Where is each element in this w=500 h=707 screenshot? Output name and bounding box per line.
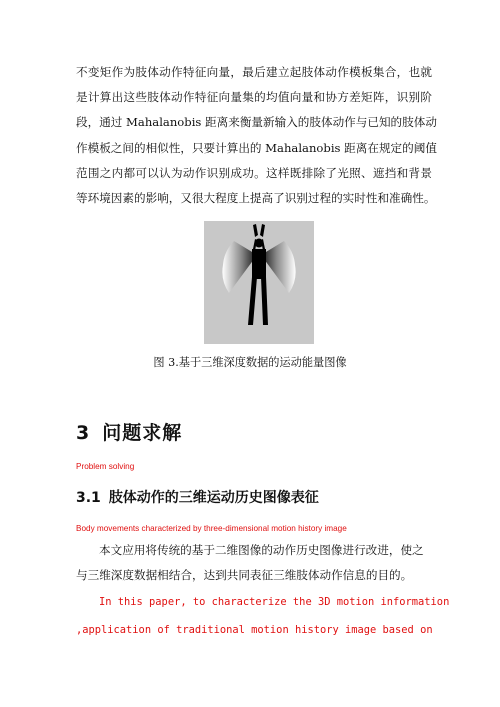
text-line: 是计算出这些肢体动作特征向量集的均值向量和协方差矩阵，识别阶 — [76, 90, 432, 105]
section-title: 问题求解 — [102, 422, 183, 444]
section-number: 3 — [76, 422, 91, 444]
figure-caption: 图 3.基于三维深度数据的运动能量图像 — [153, 356, 347, 369]
text-line: ,application of traditional motion history image based on — [76, 624, 433, 636]
motion-energy-image — [204, 221, 314, 344]
text-line: In this paper, to characterize the 3D motion information — [99, 596, 450, 608]
section-heading-3-1-english: Body movements characterized by three-dimensional motion history image — [76, 524, 347, 533]
text-line: 段，通过 Mahalanobis 距离来衡量新输入的肢体动作与已知的肢体动 — [76, 115, 437, 130]
section-heading-3-1 — [76, 487, 319, 507]
english-translation — [76, 588, 450, 644]
body-paragraph-2 — [76, 538, 432, 588]
subsection-number: 3.1 — [76, 490, 101, 506]
text-line: 范围之内都可以认为动作识别成功。这样既排除了光照、遮挡和背景 — [76, 165, 432, 180]
motion-energy-figure — [204, 221, 314, 344]
subsection-title: 肢体动作的三维运动历史图像表征 — [108, 490, 319, 506]
body-paragraph-1 — [76, 60, 437, 211]
text-line: 等环境因素的影响，又很大程度上提高了识别过程的实时性和准确性。 — [76, 191, 436, 206]
text-line: 本文应用将传统的基于二维图像的动作历史图像进行改进，使之 — [99, 543, 424, 557]
section-heading-3 — [76, 418, 182, 445]
text-line: 作模板之间的相似性，只要计算出的 Mahalanobis 距离在规定的阈值 — [76, 140, 437, 155]
text-line: 不变矩作为肢体动作特征向量，最后建立起肢体动作模板集合，也就 — [76, 65, 432, 79]
section-heading-3-english: Problem solving — [76, 462, 135, 471]
text-line: 与三维深度数据相结合，达到共同表征三维肢体动作信息的目的。 — [76, 568, 413, 583]
